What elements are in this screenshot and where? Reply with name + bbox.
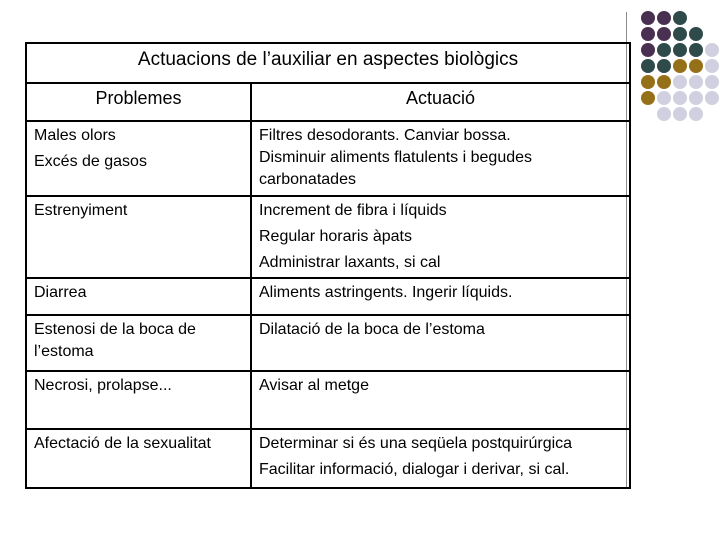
dot-slate <box>657 59 671 73</box>
header-action: Actuació <box>251 83 630 121</box>
dot-lavender <box>689 107 703 121</box>
dot-lavender <box>705 75 719 89</box>
dot-gold <box>641 75 655 89</box>
dot-purple <box>641 11 655 25</box>
dot-gold <box>689 59 703 73</box>
problem-line: l’estoma <box>34 343 94 360</box>
table-title: Actuacions de l’auxiliar en aspectes biològics <box>26 43 630 83</box>
action-line: Regular horaris àpats <box>259 228 412 245</box>
action-line: Disminuir aliments flatulents i begudes <box>259 149 533 166</box>
action-line: Increment de fibra i líquids <box>259 202 447 219</box>
problem-line: Afectació de la sexualitat <box>34 435 211 452</box>
dot-purple <box>657 27 671 41</box>
dot-slate <box>673 27 687 41</box>
problem-cell <box>26 429 251 488</box>
action-cell <box>251 278 630 315</box>
table-row <box>26 278 630 315</box>
dot-slate <box>689 43 703 57</box>
dot-gold <box>673 59 687 73</box>
dot-lavender <box>705 59 719 73</box>
problem-line: Males olors <box>34 127 116 144</box>
dot-lavender <box>689 91 703 105</box>
dot-gold <box>657 75 671 89</box>
action-cell <box>251 315 630 371</box>
actions-table <box>25 42 631 489</box>
dot-purple <box>657 11 671 25</box>
problem-line: Excés de gasos <box>34 153 147 170</box>
table-row <box>26 121 630 196</box>
dot-lavender <box>673 107 687 121</box>
action-line: carbonatades <box>259 171 356 188</box>
problem-cell <box>26 121 251 196</box>
problem-cell <box>26 278 251 315</box>
problem-line: Necrosi, prolapse... <box>34 377 172 394</box>
dot-lavender <box>657 91 671 105</box>
problem-line: Diarrea <box>34 284 87 301</box>
problem-cell <box>26 315 251 371</box>
dot-lavender <box>657 107 671 121</box>
table-row <box>26 196 630 278</box>
table-row <box>26 315 630 371</box>
action-cell <box>251 371 630 429</box>
header-problems: Problemes <box>26 83 251 121</box>
action-line: Avisar al metge <box>259 377 369 394</box>
dot-lavender <box>689 75 703 89</box>
table-row <box>26 371 630 429</box>
action-cell <box>251 429 630 488</box>
problem-line: Estenosi de la boca de <box>34 321 196 338</box>
action-line: Filtres desodorants. Canviar bossa. <box>259 127 511 144</box>
action-line: Aliments astringents. Ingerir líquids. <box>259 284 513 301</box>
dot-purple <box>641 43 655 57</box>
dot-lavender <box>673 75 687 89</box>
action-cell <box>251 121 630 196</box>
action-cell <box>251 196 630 278</box>
action-line: Dilatació de la boca de l’estoma <box>259 321 485 338</box>
dot-purple <box>641 27 655 41</box>
dot-gold <box>641 91 655 105</box>
dot-lavender <box>705 91 719 105</box>
dot-slate <box>673 11 687 25</box>
dot-slate <box>673 43 687 57</box>
problem-cell <box>26 196 251 278</box>
decorative-dot-grid <box>639 11 719 121</box>
dot-lavender <box>705 43 719 57</box>
action-line: Administrar laxants, si cal <box>259 254 441 271</box>
dot-lavender <box>673 91 687 105</box>
action-line: Determinar si és una seqüela postquirúrgica <box>259 435 573 452</box>
problem-line: Estrenyiment <box>34 202 128 219</box>
dot-slate <box>657 43 671 57</box>
dot-slate <box>689 27 703 41</box>
dot-slate <box>641 59 655 73</box>
problem-cell <box>26 371 251 429</box>
action-line: Facilitar informació, dialogar i derivar, si cal. <box>259 461 570 478</box>
table-row <box>26 429 630 488</box>
